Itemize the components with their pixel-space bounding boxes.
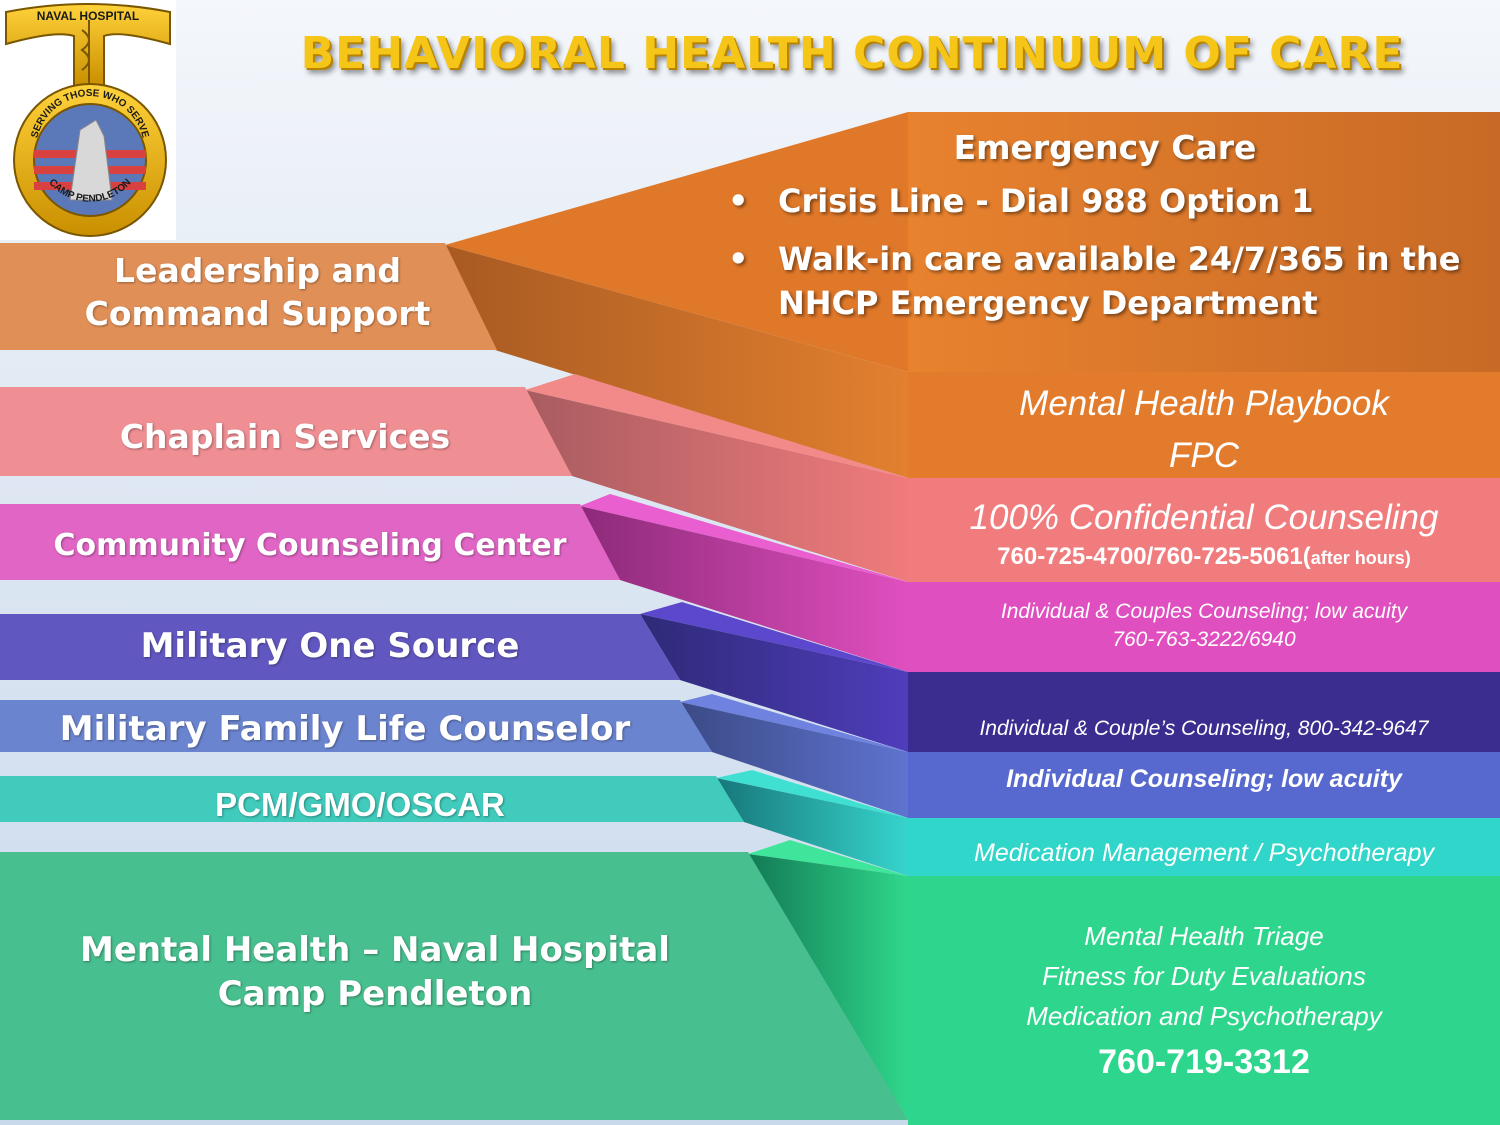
bullet-icon: •: [728, 182, 749, 220]
tier-label-mental-health: Mental Health – Naval Hospital Camp Pendleton: [80, 930, 670, 1015]
emergency-care-list: [720, 179, 1490, 325]
logo-ring-text: SERVING THOSE WHO SERVE: [29, 87, 151, 140]
emergency-bullet-item: [720, 179, 1490, 223]
tier-desc-line: Fitness for Duty Evaluations: [1042, 961, 1366, 991]
tier-desc-community: [908, 598, 1500, 654]
tier-desc-mental-health: [908, 916, 1500, 1088]
tier-desc-line: 760-763-3222/6940: [1112, 628, 1296, 651]
tier-label-mflc: Military Family Life Counselor: [59, 709, 631, 749]
tier-desc-line: Individual & Couples Counseling; low acuity: [1000, 600, 1408, 623]
tier-label-community: Community Counseling Center: [53, 528, 567, 563]
naval-hospital-logo: [0, 0, 176, 240]
tier-desc-line: FPC: [1169, 436, 1239, 475]
tier-label-chaplain: Chaplain Services: [119, 417, 451, 456]
tier-desc-line: Medication and Psychotherapy: [1026, 1001, 1382, 1031]
tier-label-military-one-source: Military One Source: [140, 626, 520, 666]
emergency-care-heading: Emergency Care: [953, 128, 1257, 167]
logo-top-text: NAVAL HOSPITAL: [36, 9, 140, 23]
emergency-care-panel: [720, 128, 1490, 339]
tier-desc-leadership: [908, 378, 1500, 482]
after-hours-note: after hours): [1310, 547, 1411, 568]
tier-desc-line: Mental Health Triage: [1084, 921, 1324, 951]
tier-desc-line: 100% Confidential Counseling: [969, 498, 1439, 537]
tier-desc-line: Mental Health Playbook: [1019, 384, 1389, 423]
phone-numbers: 760-725-4700/760-725-5061(: [997, 542, 1311, 570]
tier-desc-military-one-source: Individual & Couple’s Counseling, 800-342-9647: [979, 717, 1429, 740]
page-title: BEHAVIORAL HEALTH CONTINUUM OF CARE: [300, 28, 1404, 79]
tier-desc-mflc: Individual Counseling; low acuity: [1006, 765, 1402, 793]
tier-label-pcm: PCM/GMO/OSCAR: [215, 786, 505, 823]
tier-label-leadership: Leadership and Command Support: [84, 251, 431, 333]
tier-desc-pcm: Medication Management / Psychotherapy: [974, 839, 1434, 867]
emergency-bullet-text: Walk-in care available 24/7/365 in the NHCP Emergency Department: [778, 240, 1461, 322]
tier-desc-chaplain: [908, 496, 1500, 572]
tier-desc-line: [908, 542, 1500, 572]
mental-health-phone: 760-719-3312: [1098, 1043, 1310, 1081]
logo-bottom-text: CAMP PENDLETON: [46, 177, 134, 205]
bullet-icon: •: [728, 240, 749, 278]
emergency-bullet-text: Crisis Line - Dial 988 Option 1: [778, 182, 1314, 220]
emergency-bullet-item: [720, 237, 1490, 325]
